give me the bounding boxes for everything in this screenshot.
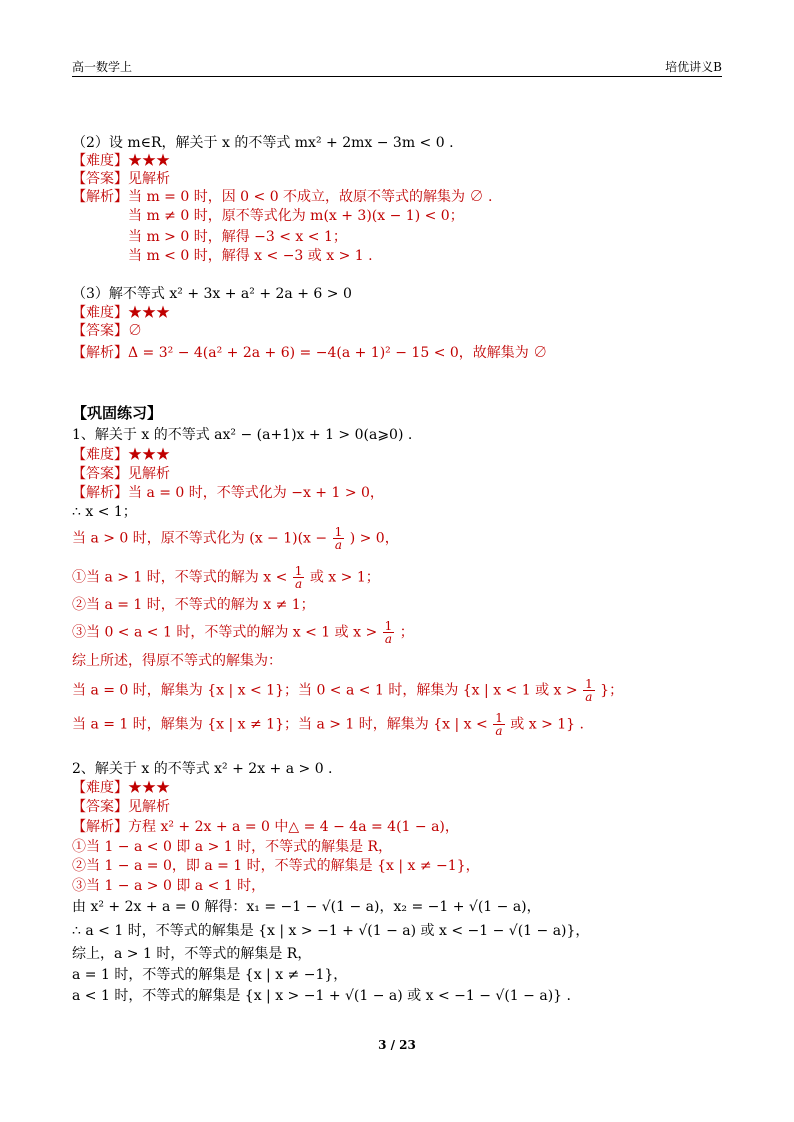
q3-answer: 【答案】∅ [72, 323, 142, 339]
q2-analysis-3: 当 m > 0 时，解得 −3 < x < 1； [128, 229, 347, 245]
q3-difficulty: 【难度】★★★ [72, 305, 170, 321]
frac-den: a [384, 632, 393, 646]
q2-stem: （2）设 m∈R，解关于 x 的不等式 mx² + 2mx − 3m < 0 . [72, 135, 454, 151]
p2-analysis-3: ②当 1 − a = 0，即 a = 1 时，不等式的解集是 {x | x ≠ −1}， [72, 858, 480, 874]
p2-analysis-6: ∴ a < 1 时，不等式的解集是 {x | x > −1 + √(1 − a) 或 x < −1 − √(1 − a)}， [72, 923, 590, 939]
frac-den: a [495, 724, 503, 738]
p2-analysis-7: 综上，a > 1 时，不等式的解集是 R， [72, 946, 312, 962]
q2-analysis-2: 当 m ≠ 0 时，原不等式化为 m(x + 3)(x − 1) < 0； [128, 208, 464, 224]
frac-num: 1 [384, 619, 393, 633]
header-divider [72, 76, 722, 77]
p1-analysis-3 [72, 526, 399, 551]
p1-analysis-1: 【解析】当 a = 0 时，不等式化为 −x + 1 > 0， [72, 485, 384, 501]
frac-num: 1 [334, 525, 343, 539]
p1-analysis-5: ②当 a = 1 时，不等式的解为 x ≠ 1； [72, 597, 315, 613]
p2-analysis-4: ③当 1 − a > 0 即 a < 1 时， [72, 878, 266, 894]
p2-answer: 【答案】见解析 [72, 799, 170, 815]
p1-a9-post: 或 x > 1} . [510, 716, 584, 733]
p2-analysis-5: 由 x² + 2x + a = 0 解得：x₁ = −1 − √(1 − a)，x₂ = −1 + √(1 − a)， [72, 899, 541, 915]
p1-analysis-8 [72, 678, 623, 703]
fraction-one-over-a [583, 678, 595, 703]
p2-analysis-1: 【解析】方程 x² + 2x + a = 0 中△ = 4 − 4a = 4(1 − a)， [72, 819, 459, 835]
q3-stem: （3）解不等式 x² + 3x + a² + 2a + 6 > 0 [72, 286, 352, 302]
p1-a9-pre: 当 a = 1 时，解集为 {x | x ≠ 1}；当 a > 1 时，解集为 {x | x < [72, 716, 488, 733]
p2-analysis-2: ①当 1 − a < 0 即 a > 1 时，不等式的解集是 R， [72, 839, 393, 855]
p2-analysis-8: a = 1 时，不等式的解集是 {x | x ≠ −1}， [72, 967, 348, 983]
q2-analysis-1: 【解析】当 m = 0 时，因 0 < 0 不成立，故原不等式的解集为 ∅ . [72, 189, 493, 205]
p1-a8-pre: 当 a = 0 时，解集为 {x | x < 1}；当 0 < a < 1 时，解集为 {x | x < 1 或 x > [72, 682, 578, 699]
p2-analysis-9: a < 1 时，不等式的解集是 {x | x > −1 + √(1 − a) 或 x < −1 − √(1 − a)} . [72, 988, 571, 1004]
p1-a4-post: 或 x > 1； [309, 569, 380, 586]
page-number: 3 / 23 [378, 1038, 416, 1052]
p1-analysis-6 [72, 620, 414, 645]
p2-stem: 2、解关于 x 的不等式 x² + 2x + a > 0 . [72, 761, 333, 777]
p1-answer: 【答案】见解析 [72, 466, 170, 482]
p1-a4-pre: ①当 a > 1 时，不等式的解为 x < [72, 569, 288, 586]
p1-a8-post: }； [600, 682, 624, 699]
p1-difficulty: 【难度】★★★ [72, 447, 170, 463]
frac-den: a [585, 690, 593, 704]
p2-difficulty: 【难度】★★★ [72, 780, 170, 796]
q3-analysis: 【解析】Δ = 3² − 4(a² + 2a + 6) = −4(a + 1)² − 15 < 0，故解集为 ∅ [72, 345, 548, 361]
frac-num: 1 [294, 564, 303, 578]
q2-answer: 【答案】见解析 [72, 171, 170, 187]
page-header [72, 58, 722, 76]
fraction-one-over-a [493, 712, 505, 737]
p1-a6-post: ； [399, 624, 414, 641]
p1-a3-pre: 当 a > 0 时，原不等式化为 (x − 1)(x − [72, 530, 328, 547]
frac-num: 1 [495, 711, 503, 725]
practice-title: 【巩固练习】 [72, 404, 163, 422]
frac-den: a [295, 577, 303, 591]
fraction-one-over-a [333, 526, 345, 551]
p1-a6-pre: ③当 0 < a < 1 时，不等式的解为 x < 1 或 x > [72, 624, 378, 641]
p1-analysis-4 [72, 565, 380, 590]
header-left: 高一数学上 [72, 60, 133, 74]
frac-num: 1 [585, 677, 593, 691]
p1-analysis-7: 综上所述，得原不等式的解集为： [72, 653, 282, 669]
p1-analysis-2: ∴ x < 1； [72, 504, 137, 520]
p1-a3-post: ) > 0， [349, 530, 399, 547]
frac-den: a [334, 538, 342, 552]
p1-analysis-9 [72, 712, 584, 737]
fraction-one-over-a [383, 620, 395, 645]
q2-difficulty: 【难度】★★★ [72, 153, 170, 169]
q2-analysis-4: 当 m < 0 时，解得 x < −3 或 x > 1 . [128, 248, 373, 264]
fraction-one-over-a [293, 565, 305, 590]
p1-stem: 1、解关于 x 的不等式 ax² − (a+1)x + 1 > 0(a⩾0) . [72, 427, 413, 443]
header-right: 培优讲义B [665, 60, 722, 74]
